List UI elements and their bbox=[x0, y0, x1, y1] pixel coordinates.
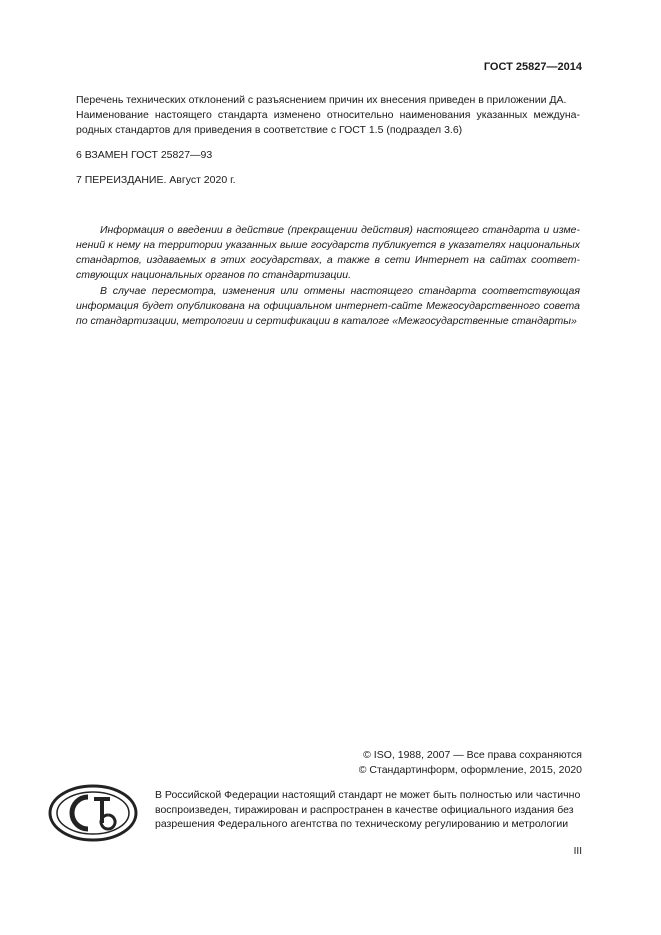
name-change-paragraph: Наименование настоящего стандарта изменено относительно наименования указанных международных стандартов для приведения в соответствие с ГОСТ 1.5 (подраздел 3.6) bbox=[76, 109, 580, 136]
info-paragraph-introduction: Информация о введении в действие (прекращении действия) настоящего стандарта и изменений к нему на территории указанных выше государств публикуется в указателях национальных стандартов, издаваемых в этих государствах, а также в сети Интернет на сайтах соответствующих национальных органов по стандартизации. bbox=[76, 224, 580, 281]
gost-r-logo-icon bbox=[48, 783, 138, 843]
document-code: ГОСТ 25827—2014 bbox=[483, 61, 582, 73]
copyright-iso: © ISO, 1988, 2007 — Все права сохраняются bbox=[363, 749, 582, 761]
page-number: III bbox=[573, 846, 582, 857]
copyright-standartinform: © Стандартинформ, оформление, 2015, 2020 bbox=[358, 764, 582, 776]
deviations-paragraph: Перечень технических отклонений с разъяснением причин их внесения приведен в приложении ДА. bbox=[76, 94, 567, 106]
info-paragraph-revision: В случае пересмотра, изменения или отмены настоящего стандарта соответствующая информация будет опубликована на официальном интернет-сайте Межгосударственного совета по стандартизации, метрологии и сертификации в каталоге «Межгосударственные стандарты» bbox=[76, 285, 580, 327]
reissue-item: 7 ПЕРЕИЗДАНИЕ. Август 2020 г. bbox=[76, 174, 236, 186]
replaces-item: 6 ВЗАМЕН ГОСТ 25827—93 bbox=[76, 149, 213, 161]
rf-reproduction-notice: В Российской Федерации настоящий стандарт не может быть полностью или частично воспроизведен, тиражирован и распространен в качестве официального издания без разрешения Федерального агентства по техническому регулированию и метрологии bbox=[155, 789, 581, 830]
